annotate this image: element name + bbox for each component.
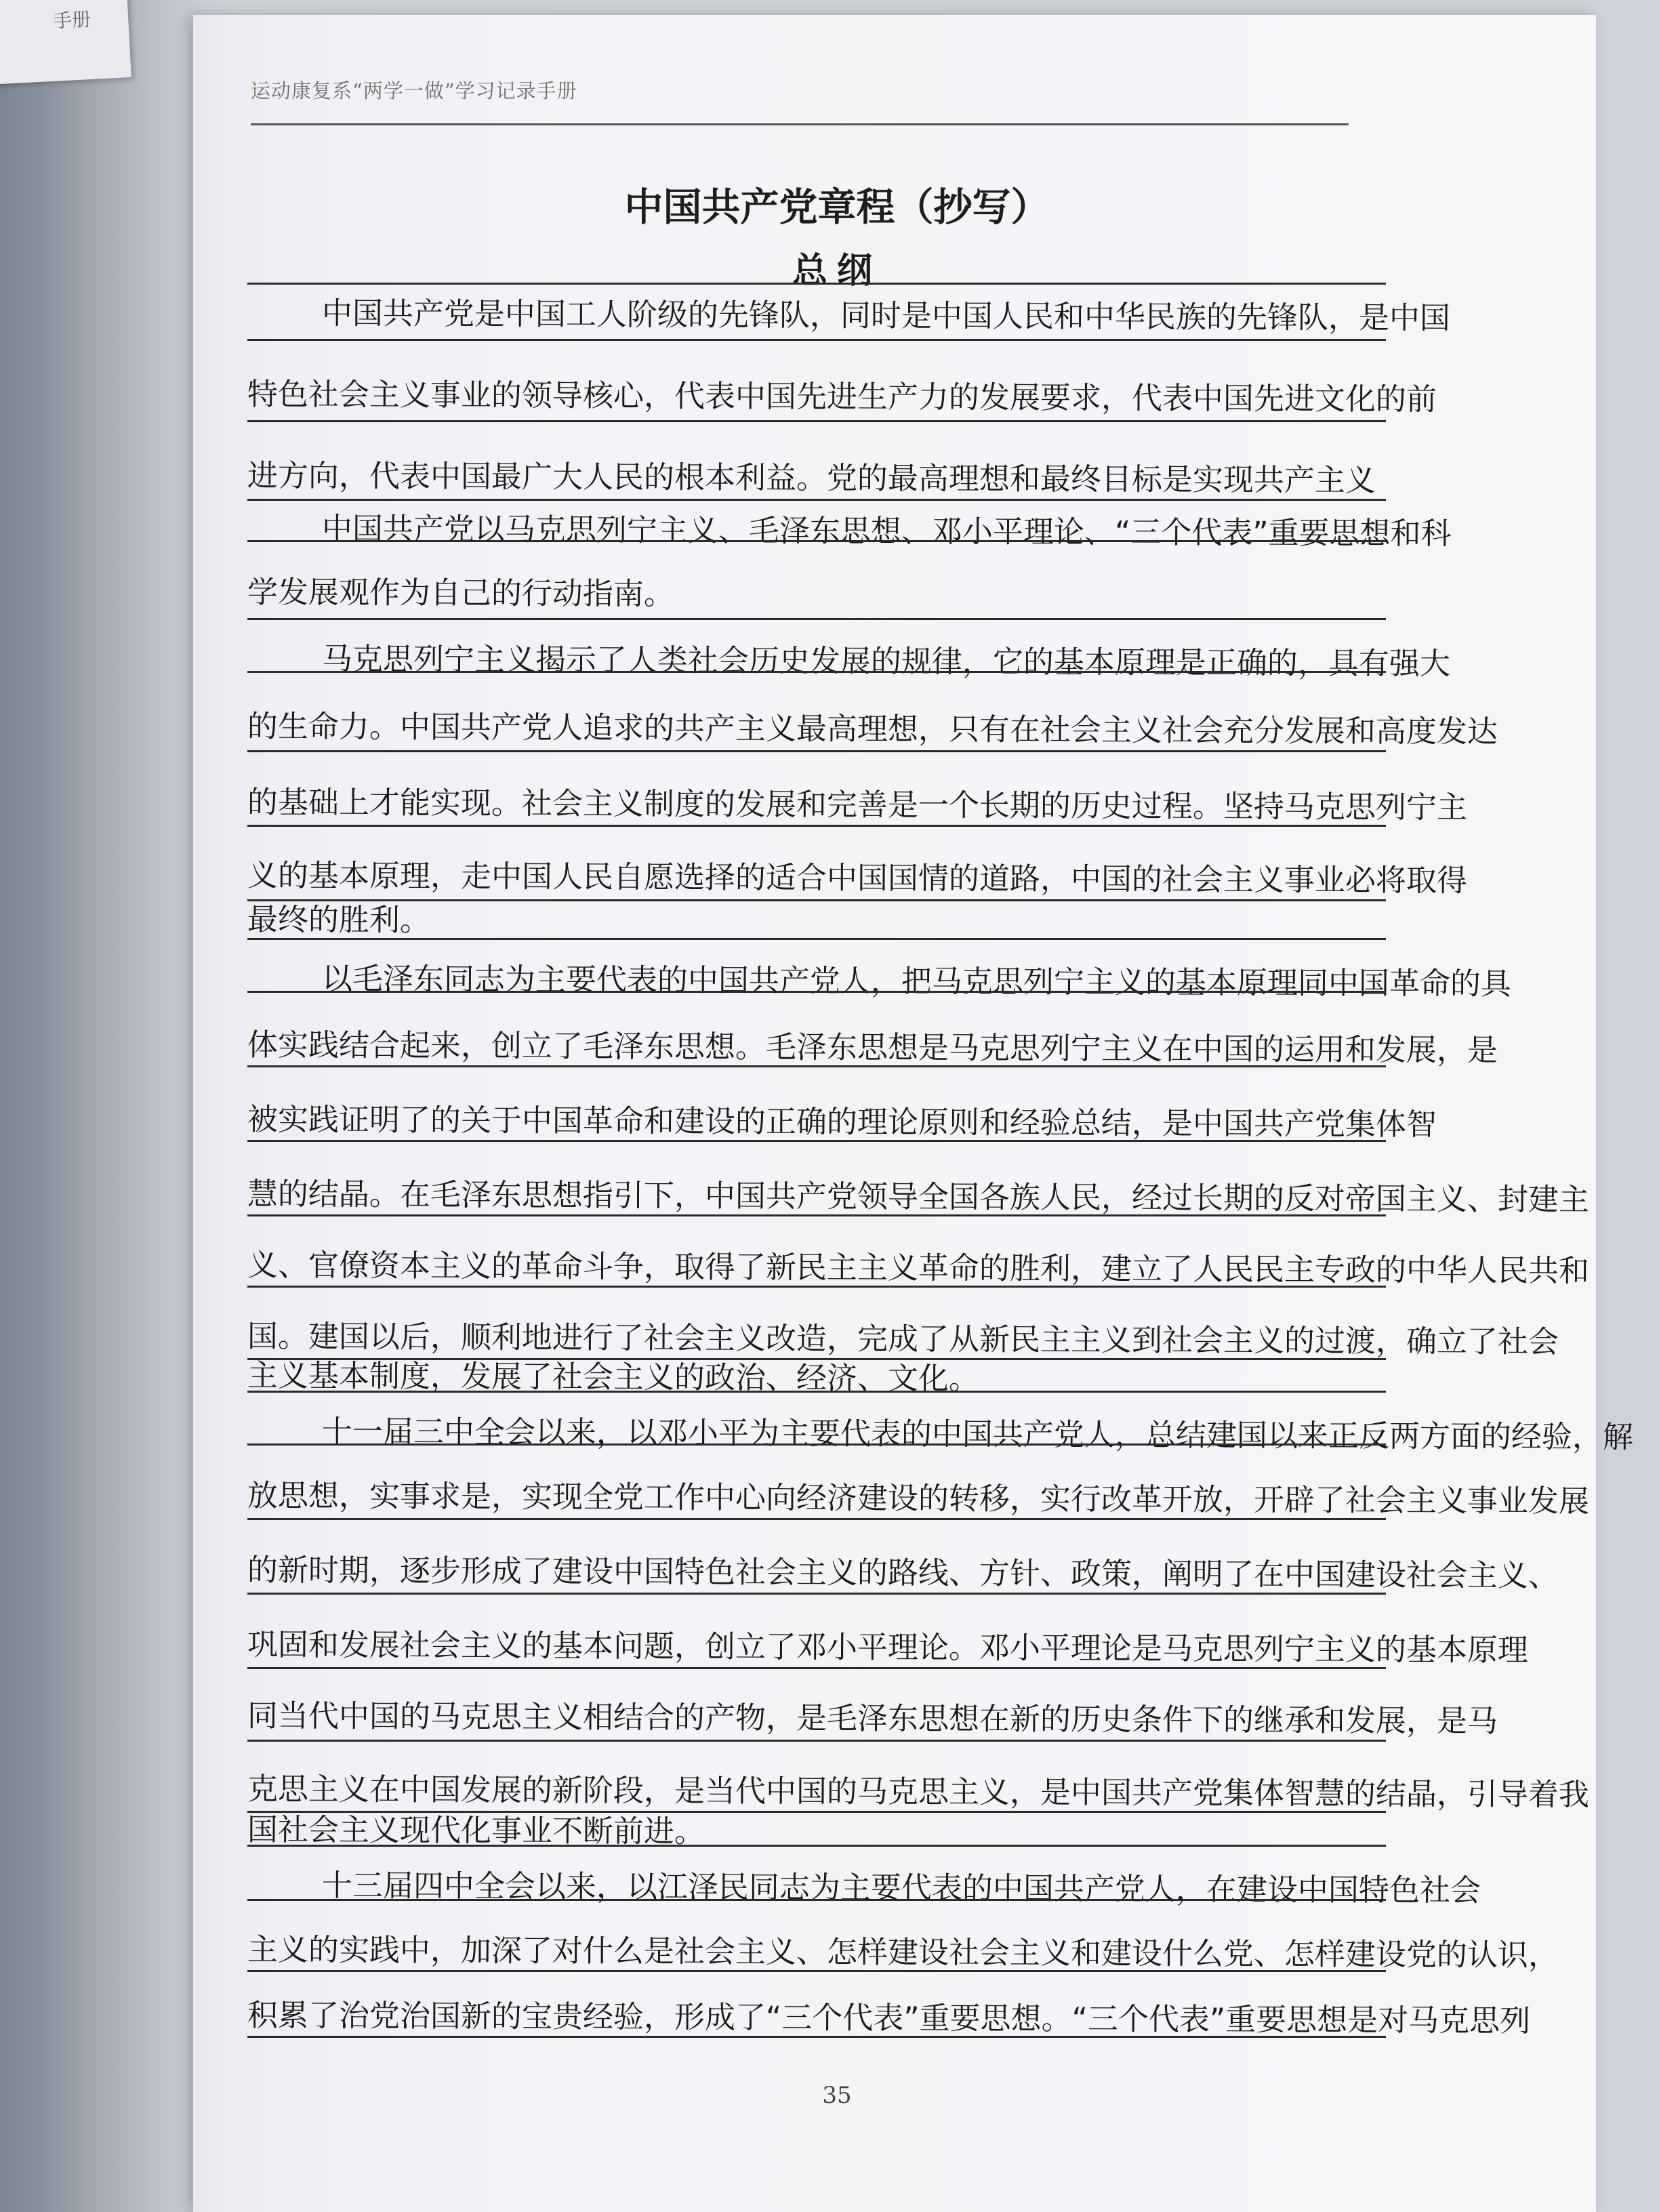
handwritten-line: 义的基本原理，走中国人民自愿选择的适合中国国情的道路，中国的社会主义事业必将取得: [247, 857, 1468, 899]
ruled-line: [247, 991, 1386, 993]
handwritten-line: 放思想，实事求是，实现全党工作中心向经济建设的转移，实行改革开放，开辟了社会主义事业发展: [247, 1477, 1590, 1519]
ruled-line: [247, 1593, 1386, 1595]
handwritten-line: 中国共产党是中国工人阶级的先锋队，同时是中国人民和中华民族的先锋队，是中国: [321, 295, 1451, 336]
ruled-line: [247, 1286, 1386, 1288]
section-subtitle: 总纲: [792, 251, 882, 291]
ruled-line: [247, 499, 1386, 501]
ruled-line: [247, 1140, 1386, 1142]
ruled-line: [247, 671, 1386, 673]
handwritten-line: 义、官僚资本主义的革命斗争，取得了新民主主义革命的胜利，建立了人民民主专政的中华人民共和: [247, 1247, 1590, 1289]
ruled-line: [247, 420, 1386, 422]
handwritten-line: 的生命力。中国共产党人追求的共产主义最高理想，只有在社会主义社会充分发展和高度发达: [247, 708, 1498, 750]
handwritten-line: 克思主义在中国发展的新阶段，是当代中国的马克思主义，是中国共产党集体智慧的结晶，引导着我: [247, 1771, 1590, 1813]
handwritten-line: 同当代中国的马克思主义相结合的产物，是毛泽东思想在新的历史条件下的继承和发展，是马: [247, 1698, 1498, 1740]
handwritten-line: 积累了治党治国新的宝贵经验，形成了“三个代表”重要思想。“三个代表”重要思想是对马克思列: [247, 1997, 1531, 2039]
handwritten-line: 巩固和发展社会主义的基本问题，创立了邓小平理论。邓小平理论是马克思列宁主义的基本原理: [247, 1626, 1529, 1668]
handwritten-line: 国社会主义现代化事业不断前进。: [247, 1811, 705, 1849]
page-title: 中国共产党章程（抄写）: [624, 184, 1050, 230]
handwritten-line: 主义的实践中，加深了对什么是社会主义、怎样建设社会主义和建设什么党、怎样建设党的认识，: [247, 1931, 1559, 1973]
ruled-line: [247, 750, 1386, 752]
handwritten-line: 中国共产党以马克思列宁主义、毛泽东思想、邓小平理论、“三个代表”重要思想和科: [321, 510, 1452, 552]
handwritten-line: 学发展观作为自己的行动指南。: [247, 574, 675, 612]
header-rule: [251, 123, 1349, 125]
ruled-line: [247, 618, 1386, 620]
handwritten-line: 体实践结合起来，创立了毛泽东思想。毛泽东思想是马克思列宁主义在中国的运用和发展，是: [247, 1027, 1498, 1069]
ruled-line: [247, 1845, 1386, 1847]
ruled-line: [247, 1518, 1386, 1520]
previous-page-fragment: [0, 0, 131, 85]
ruled-line: [247, 1391, 1386, 1393]
handwritten-line: 的新时期，逐步形成了建设中国特色社会主义的路线、方针、政策，阐明了在中国建设社会主义、: [247, 1552, 1559, 1594]
ruled-line: [247, 1214, 1386, 1216]
notebook-page: [193, 15, 1634, 2212]
page-header: 运动康复系“两学一做”学习记录手册: [251, 79, 577, 102]
ruled-line: [247, 1443, 1386, 1446]
ruled-line: [247, 825, 1386, 827]
ruled-line: [247, 283, 1386, 285]
page-number: 35: [822, 2082, 852, 2109]
handwritten-line: 进方向，代表中国最广大人民的根本利益。党的最高理想和最终目标是实现共产主义: [247, 457, 1376, 499]
handwritten-line: 十三届四中全会以来，以江泽民同志为主要代表的中国共产党人，在建设中国特色社会: [321, 1867, 1481, 1908]
ruled-line: [247, 1065, 1386, 1067]
ruled-line: [247, 1740, 1386, 1742]
handwritten-line: 主义基本制度，发展了社会主义的政治、经济、文化。: [247, 1357, 980, 1397]
handwritten-line: 以毛泽东同志为主要代表的中国共产党人，把马克思列宁主义的基本原理同中国革命的具: [321, 960, 1512, 1002]
ruled-line: [247, 540, 1386, 542]
handwritten-line: 慧的结晶。在毛泽东思想指引下，中国共产党领导全国各族人民，经过长期的反对帝国主义、封建主: [247, 1176, 1590, 1218]
handwritten-line: 的基础上才能实现。社会主义制度的发展和完善是一个长期的历史过程。坚持马克思列宁主: [247, 784, 1468, 825]
handwritten-line: 十一届三中全会以来，以邓小平为主要代表的中国共产党人，总结建国以来正反两方面的经验，解: [321, 1413, 1634, 1455]
handwritten-line: 最终的胜利。: [247, 901, 431, 939]
ruled-line: [247, 1970, 1386, 1972]
ruled-line: [247, 339, 1386, 341]
previous-page-text: 手册: [52, 7, 92, 33]
handwritten-line: 被实践证明了的关于中国革命和建设的正确的理论原则和经验总结，是中国共产党集体智: [247, 1101, 1437, 1143]
handwritten-line: 特色社会主义事业的领导核心，代表中国先进生产力的发展要求，代表中国先进文化的前: [247, 376, 1437, 417]
handwritten-line: 国。建国以后，顺利地进行了社会主义改造，完成了从新民主主义到社会主义的过渡，确立了社会: [247, 1318, 1559, 1360]
ruled-line: [247, 1667, 1386, 1669]
ruled-line: [247, 1899, 1386, 1901]
ruled-line: [247, 938, 1386, 940]
ruled-line: [247, 2036, 1386, 2038]
handwritten-line: 马克思列宁主义揭示了人类社会历史发展的规律，它的基本原理是正确的，具有强大: [321, 640, 1451, 682]
